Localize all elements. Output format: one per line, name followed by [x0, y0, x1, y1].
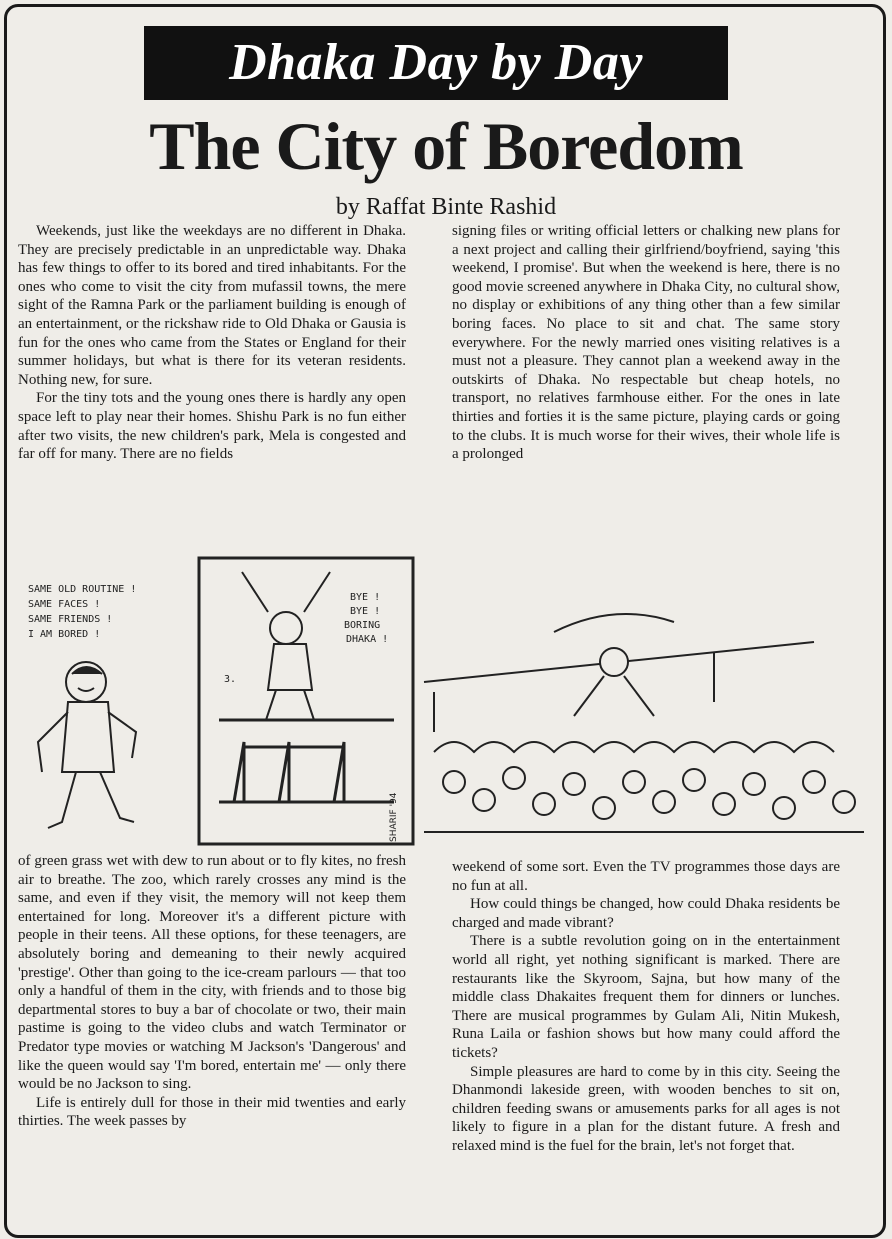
speech-bubble-line: I AM BORED ! — [28, 629, 101, 640]
speech-bubble-line: DHAKA ! — [346, 634, 389, 645]
article-byline: by Raffat Binte Rashid — [335, 194, 557, 220]
paragraph: of green grass wet with dew to run about or to fly kites, no fresh air to breathe. The zoo, which rarely crosses any mind is the same, and even if they visit, the memory will not keep them entertained for long. Moreover it's a different picture with people in their teens. All these options, for these teenagers, are absolutely boring and demeaning to their newly acquired 'prestige'. Other than going to the ice-cream parlours — that too only a handful of them in the city, with friends and to those big departmental stores to buy a bar of chocolate or two, their main pastime is going to the video clubs and watch Terminator or Predator type movies or watching M Jackson's 'Dangerous' and like the queen would say 'I'm bored, entertain me' — only there would be no Jackson to sing. — [18, 853, 406, 1093]
article-column-top-left — [18, 222, 406, 544]
paragraph: signing files or writing official letters or chalking new plans for a next project and calling their girlfriend/boyfriend, saying 'this weekend, I promise'. But when the weekend is here, there is no good movie screened anywhere in Dhaka City, no cultural show, no display or exhibitions of any thing other than a few similar boring faces. No place to sit and chat. The same story everywhere. For the newly married ones visiting relatives is a must not a pleasure. They cannot plan a weekend away in the outskirts of Dhaka. No respectable but cheap hotels, no transport, no relatives farmhouse either. For the ones in late thirties and forties it is the same picture, playing cards or going to the clubs. It is much worse for their wives, their whole life is a prolonged — [452, 223, 840, 463]
cartoon-diving-board — [219, 720, 394, 802]
speech-bubble-line: BYE ! — [350, 592, 381, 603]
cartoon-man-jumping — [242, 572, 330, 720]
speech-bubble-line: SAME FACES ! — [28, 599, 101, 610]
paragraph: There is a subtle revolution going on in the entertainment world all right, yet nothing significant is marked. There are restaurants like the Skyroom, Sajna, but how many of the middle class Dhakaites frequent them for dinners or lunches. There are musical programmes by Gulam Ali, Nitin Mukesh, Runa Laila or fashion shows but how many could afford the tickets? — [452, 933, 840, 1061]
cartoonist-signature: SHARIF '94 — [389, 792, 399, 842]
article-column-bottom-right — [452, 858, 840, 1230]
cartoon-man-walking — [38, 662, 136, 828]
cartoon-crowded-pool — [424, 614, 864, 832]
cartoon-pool-label: 3. — [224, 674, 237, 685]
article-headline: The City of Boredom — [149, 108, 743, 184]
paragraph: For the tiny tots and the young ones there is hardly any open space left to play near their homes. Shishu Park is no fun either after two visits, the new children's park, Mela is congested and far off for many. There are no fields — [18, 390, 406, 463]
column-kicker-banner: Dhaka Day by Day — [144, 26, 728, 100]
speech-bubble-line: SAME OLD ROUTINE ! — [28, 584, 137, 595]
article-column-top-right — [452, 222, 840, 544]
speech-bubble-line: BORING — [344, 620, 381, 631]
article-column-bottom-left — [18, 852, 406, 1230]
cartoon-drawing — [14, 552, 876, 848]
paragraph: Simple pleasures are hard to come by in this city. Seeing the Dhanmondi lakeside green, with wooden benches to sit on, children feeding swans or amusements parks for all ages is not likely to figure in a plan for the distant future. A fresh and relaxed mind is the fuel for the brain, let's not forget that. — [452, 1063, 840, 1154]
paragraph: Weekends, just like the weekdays are no different in Dhaka. They are precisely predictable in an unpredictable way. Dhaka has few things to offer to its bored and tired inhabitants. For the ones who come to visit the city from mufassil towns, the mere sight of the Ramna Park or the parliament building is enough of an entertainment, or the rickshaw ride to Old Dhaka or Gausia is fun for the ones who came from the States or England for their summer holidays, but what is there for its veteran residents. Nothing new, for sure. — [18, 223, 406, 388]
cartoon-illustration — [14, 552, 876, 848]
speech-bubble-line: SAME FRIENDS ! — [28, 614, 113, 625]
paragraph: How could things be changed, how could Dhaka residents be charged and made vibrant? — [452, 896, 840, 931]
paragraph: weekend of some sort. Even the TV programmes those days are no fun at all. — [452, 859, 840, 894]
paragraph: Life is entirely dull for those in their mid twenties and early thirties. The week passes by — [18, 1094, 406, 1130]
speech-bubble-line: BYE ! — [350, 606, 381, 617]
